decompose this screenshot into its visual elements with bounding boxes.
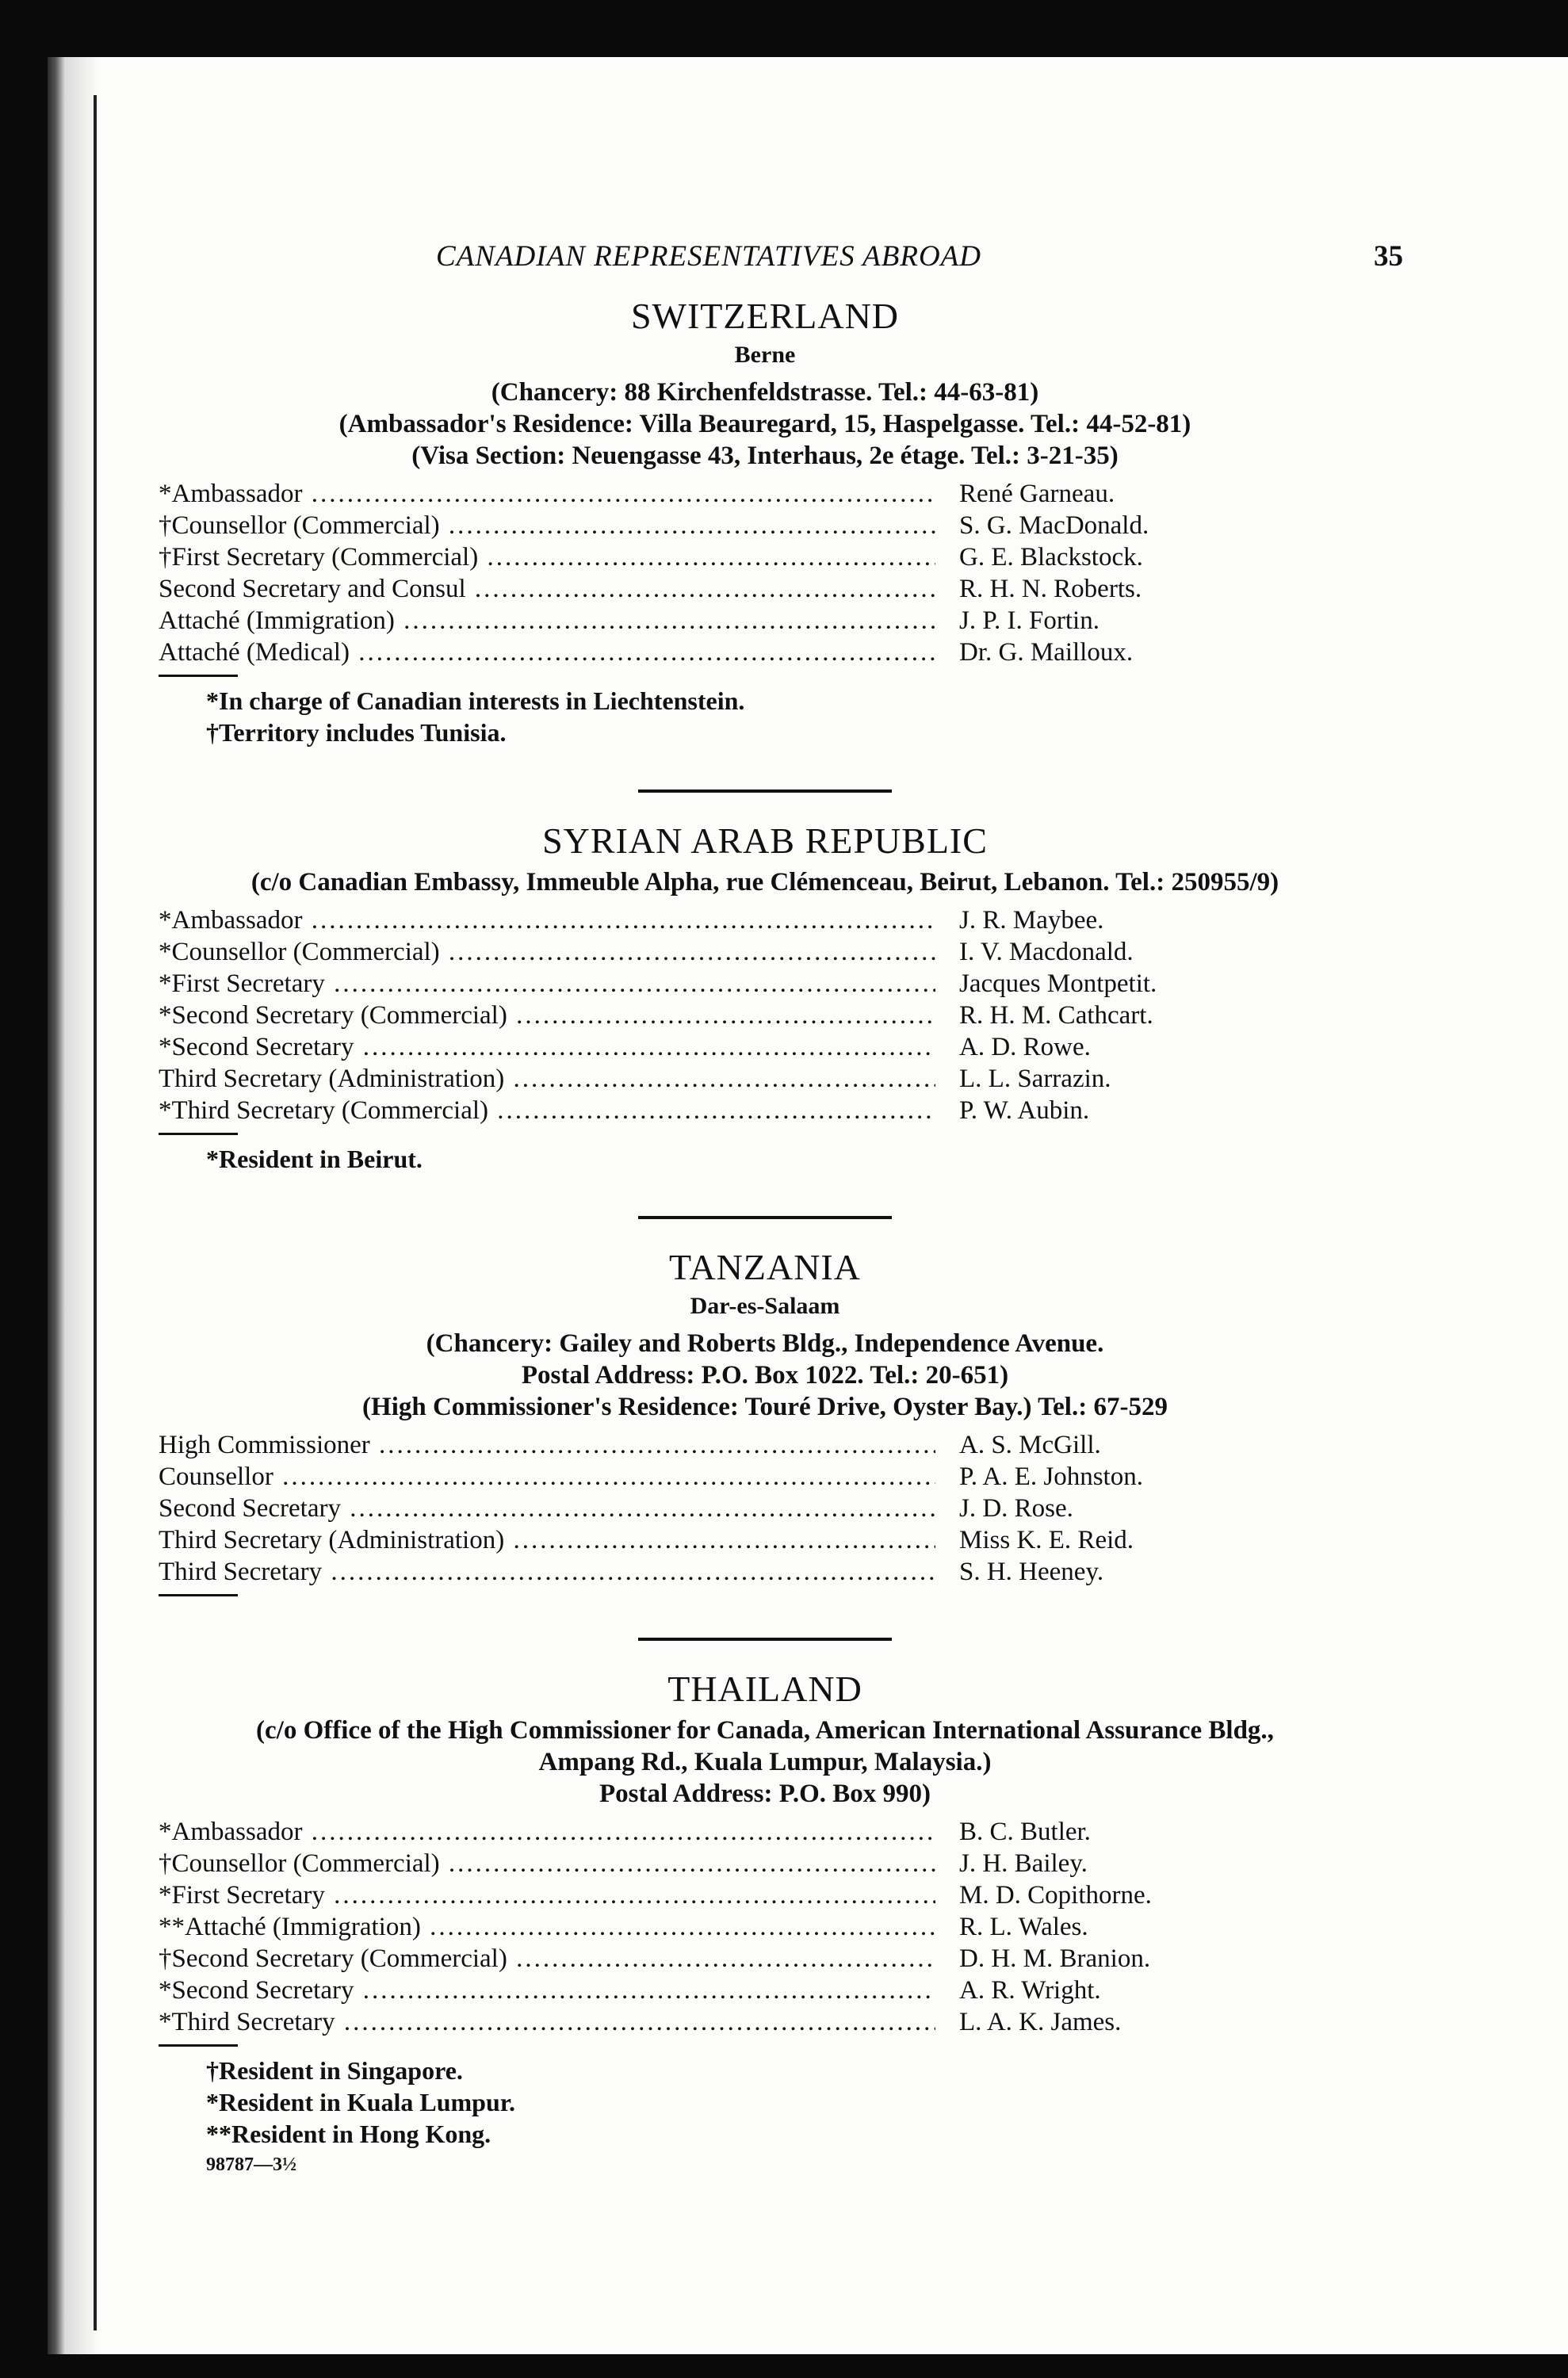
staff-name: Jacques Montpetit.	[959, 969, 1157, 998]
staff-row	[159, 1001, 1371, 1033]
staff-name: R. H. N. Roberts.	[959, 575, 1142, 603]
page-content	[159, 230, 1403, 2176]
running-head	[159, 230, 1403, 277]
staff-row	[159, 606, 1371, 638]
country-heading: THAILAND	[667, 1669, 862, 1709]
staff-name: S. H. Heeney.	[959, 1558, 1104, 1586]
staff-list	[159, 1431, 1371, 1589]
staff-role: †Counsellor (Commercial) .....	[159, 1849, 935, 1879]
staff-role: *Second Secretary (Commercial) .....	[159, 1001, 935, 1030]
staff-role: *Counsellor (Commercial) .....	[159, 938, 935, 967]
staff-row	[159, 969, 1371, 1001]
staff-role: **Attaché (Immigration) .....	[159, 1913, 935, 1942]
staff-row	[159, 1881, 1371, 1913]
country-heading: SWITZERLAND	[630, 296, 900, 336]
country-section	[159, 295, 1371, 748]
staff-role: Second Secretary .....	[159, 1494, 935, 1524]
staff-name: P. W. Aubin.	[959, 1096, 1090, 1125]
staff-name: R. L. Wales.	[959, 1913, 1088, 1941]
staff-row	[159, 1558, 1371, 1589]
staff-row	[159, 1033, 1371, 1065]
staff-role: *Third Secretary (Commercial) .....	[159, 1096, 935, 1126]
city-name: Berne	[734, 342, 796, 368]
staff-list	[159, 906, 1371, 1128]
staff-name: René Garneau.	[959, 480, 1115, 508]
address-line: Postal Address: P.O. Box 1022. Tel.: 20-651)	[521, 1361, 1009, 1390]
staff-role: *Third Secretary .....	[159, 2008, 935, 2037]
footnote-rule	[159, 1594, 238, 1596]
address-line: (Chancery: 88 Kirchenfeldstrasse. Tel.: 44-63-81)	[491, 378, 1039, 407]
staff-role: Second Secretary and Consul .....	[159, 575, 935, 604]
footnote: *In charge of Canadian interests in Liechtenstein.	[206, 686, 745, 715]
staff-row	[159, 1494, 1371, 1526]
staff-role: *First Secretary .....	[159, 969, 935, 999]
staff-role: High Commissioner .....	[159, 1431, 935, 1460]
staff-role: Counsellor .....	[159, 1462, 935, 1492]
address-line: (Ambassador's Residence: Villa Beauregard, 15, Haspelgasse. Tel.: 44-52-81)	[338, 410, 1191, 438]
address-line: (c/o Office of the High Commissioner for Canada, American International Assurance Bldg.,	[256, 1716, 1274, 1745]
footnote: *Resident in Beirut.	[206, 1145, 423, 1173]
section-separator	[638, 789, 892, 793]
staff-role: Third Secretary (Administration) .....	[159, 1526, 935, 1555]
staff-row	[159, 638, 1371, 670]
footnote: *Resident in Kuala Lumpur.	[206, 2088, 516, 2116]
staff-role: Attaché (Immigration) .....	[159, 606, 935, 636]
staff-name: J. D. Rose.	[959, 1494, 1073, 1523]
staff-row	[159, 480, 1371, 511]
staff-name: J. P. I. Fortin.	[959, 606, 1100, 635]
sections-container	[159, 295, 1371, 2150]
binding-line	[94, 95, 97, 2330]
staff-role: Attaché (Medical) .....	[159, 638, 935, 667]
country-heading: TANZANIA	[669, 1247, 861, 1287]
staff-name: G. E. Blackstock.	[959, 543, 1143, 572]
staff-row	[159, 511, 1371, 543]
staff-role: †Second Secretary (Commercial) .....	[159, 1944, 935, 1974]
staff-role: †Counsellor (Commercial) .....	[159, 511, 935, 541]
staff-row	[159, 1431, 1371, 1462]
staff-name: Miss K. E. Reid.	[959, 1526, 1134, 1554]
staff-name: J. H. Bailey.	[959, 1849, 1088, 1878]
staff-role: *Second Secretary .....	[159, 1976, 935, 2005]
staff-name: M. D. Copithorne.	[959, 1881, 1152, 1910]
address-line: (Visa Section: Neuengasse 43, Interhaus, 2e étage. Tel.: 3-21-35)	[411, 442, 1119, 470]
staff-role: *Ambassador .....	[159, 1818, 935, 1847]
staff-role: *Ambassador .....	[159, 906, 935, 935]
running-title: CANADIAN REPRESENTATIVES ABROAD	[436, 240, 982, 273]
country-section	[159, 820, 1371, 1175]
staff-row	[159, 1913, 1371, 1944]
staff-name: L. L. Sarrazin.	[959, 1065, 1111, 1093]
country-section	[159, 1668, 1371, 2150]
staff-row	[159, 1849, 1371, 1881]
country-heading: SYRIAN ARAB REPUBLIC	[542, 820, 988, 861]
section-separator	[638, 1638, 892, 1641]
staff-name: D. H. M. Branion.	[959, 1944, 1151, 1973]
binding-shadow	[48, 57, 100, 2354]
address-line: (Chancery: Gailey and Roberts Bldg., Independence Avenue.	[426, 1329, 1104, 1358]
staff-role: *Second Secretary .....	[159, 1033, 935, 1062]
staff-row	[159, 1944, 1371, 1976]
staff-row	[159, 1976, 1371, 2008]
footnote: **Resident in Hong Kong.	[206, 2120, 491, 2148]
address-line: Postal Address: P.O. Box 990)	[599, 1780, 931, 1808]
staff-name: S. G. MacDonald.	[959, 511, 1149, 540]
staff-role: *First Secretary .....	[159, 1881, 935, 1910]
staff-name: B. C. Butler.	[959, 1818, 1091, 1846]
staff-row	[159, 906, 1371, 938]
footnote-rule	[159, 675, 238, 677]
staff-row	[159, 938, 1371, 969]
staff-name: A. R. Wright.	[959, 1976, 1101, 2005]
address-line: (High Commissioner's Residence: Touré Drive, Oyster Bay.) Tel.: 67-529	[362, 1393, 1168, 1421]
staff-role: †First Secretary (Commercial) .....	[159, 543, 935, 572]
staff-list	[159, 1818, 1371, 2040]
staff-row	[159, 1818, 1371, 1849]
staff-role: Third Secretary (Administration) .....	[159, 1065, 935, 1094]
staff-name: Dr. G. Mailloux.	[959, 638, 1134, 667]
staff-row	[159, 1462, 1371, 1494]
staff-name: A. D. Rowe.	[959, 1033, 1091, 1061]
country-section	[159, 1246, 1371, 1596]
staff-name: J. R. Maybee.	[959, 906, 1104, 935]
staff-name: P. A. E. Johnston.	[959, 1462, 1143, 1491]
staff-name: L. A. K. James.	[959, 2008, 1122, 2036]
section-separator	[638, 1216, 892, 1219]
staff-role: Third Secretary .....	[159, 1558, 935, 1587]
address-line: (c/o Canadian Embassy, Immeuble Alpha, rue Clémenceau, Beirut, Lebanon. Tel.: 250955/9)	[250, 868, 1279, 897]
address-line: Ampang Rd., Kuala Lumpur, Malaysia.)	[538, 1748, 992, 1776]
staff-row	[159, 543, 1371, 575]
staff-role: *Ambassador .....	[159, 480, 935, 509]
staff-row	[159, 1096, 1371, 1128]
staff-name: A. S. McGill.	[959, 1431, 1101, 1459]
staff-list	[159, 480, 1371, 670]
staff-row	[159, 575, 1371, 606]
staff-row	[159, 2008, 1371, 2040]
footnote-rule	[159, 1133, 238, 1135]
city-name: Dar-es-Salaam	[690, 1293, 840, 1319]
page-number: 35	[1374, 240, 1403, 273]
staff-row	[159, 1065, 1371, 1096]
footnote: †Resident in Singapore.	[206, 2056, 463, 2085]
staff-row	[159, 1526, 1371, 1558]
staff-name: I. V. Macdonald.	[959, 938, 1134, 966]
staff-name: R. H. M. Cathcart.	[959, 1001, 1153, 1030]
footnote: †Territory includes Tunisia.	[206, 718, 507, 747]
printer-code: 98787—3½	[206, 2154, 296, 2175]
footnote-rule	[159, 2044, 238, 2047]
